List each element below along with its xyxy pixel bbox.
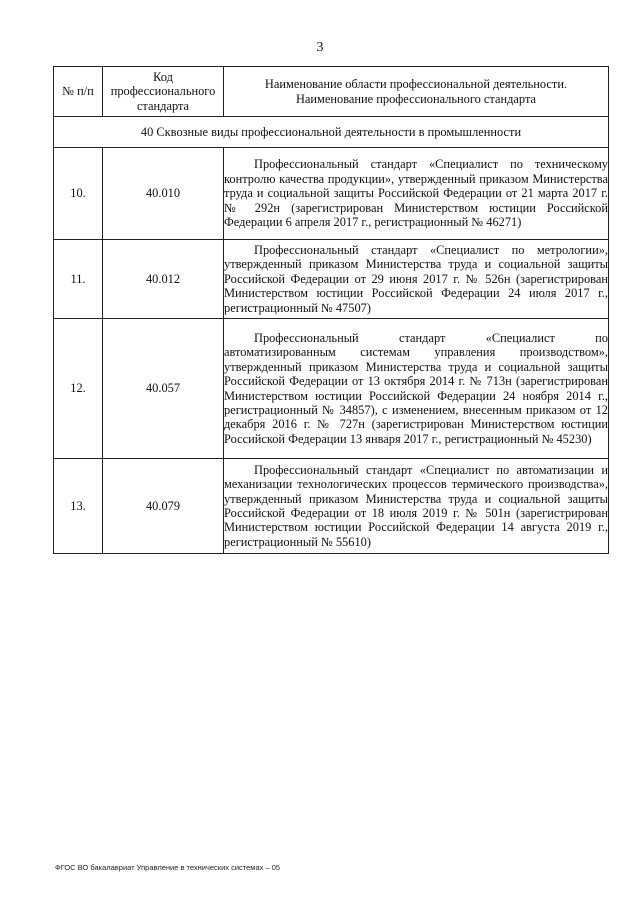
table-row <box>54 319 609 459</box>
professional-standards-table <box>53 66 609 554</box>
section-title: 40 Сквозные виды профессиональной деятельности в промышленности <box>54 117 609 148</box>
table-header-row <box>54 67 609 117</box>
table-row <box>54 148 609 240</box>
table-row <box>54 240 609 319</box>
row-description: Профессиональный стандарт «Специалист по техническому контролю качества продукции», утвержденный приказом Министерства труда и социальной защиты Российской Федерации от 21 марта 2017 г. № 292н (зарегистрирован Министерством юстиции Российской Федерации 6 апреля 2017 г., регистрационный № 46271) <box>224 148 609 240</box>
header-code: Код профессионального стандарта <box>103 67 224 117</box>
row-number: 11. <box>54 240 103 319</box>
row-description: Профессиональный стандарт «Специалист по метрологии», утвержденный приказом Министерства труда и социальной защиты Российской Федерации от 29 июня 2017 г. № 526н (зарегистрирован Министерством юстиции Российской Федерации 24 июля 2017 г., регистрационный № 47507) <box>224 240 609 319</box>
row-number: 12. <box>54 319 103 459</box>
row-code: 40.057 <box>103 319 224 459</box>
section-row <box>54 117 609 148</box>
table-row <box>54 459 609 554</box>
row-number: 13. <box>54 459 103 554</box>
row-code: 40.079 <box>103 459 224 554</box>
row-description: Профессиональный стандарт «Специалист по автоматизации и механизации технологических процессов термического производства», утвержденный приказом Министерства труда и социальной защиты Российской Федерации от 18 июля 2019 г. № 501н (зарегистрирован Министерством юстиции Российской Федерации 14 августа 2019 г., регистрационный № 55610) <box>224 459 609 554</box>
header-name: Наименование области профессиональной деятельности. Наименование профессионального стандарта <box>224 67 609 117</box>
header-number: № п/п <box>54 67 103 117</box>
row-description: Профессиональный стандарт «Специалист по автоматизированным системам управления производством», утвержденный приказом Министерства труда и социальной защиты Российской Федерации от 13 октября 2014 г. № 713н (зарегистрирован Министерством юстиции Российской Федерации 24 ноября 2014 г., регистрационный № 34857), с изменением, внесенным приказом от 12 декабря 2016 г. № 727н (зарегистрирован Министерством юстиции Российской Федерации 13 января 2017 г., регистрационный № 45230) <box>224 319 609 459</box>
page-number: 3 <box>316 40 324 55</box>
document-footer: ФГОС ВО бакалавриат Управление в технических системах – 05 <box>55 863 281 872</box>
row-number: 10. <box>54 148 103 240</box>
row-code: 40.010 <box>103 148 224 240</box>
row-code: 40.012 <box>103 240 224 319</box>
